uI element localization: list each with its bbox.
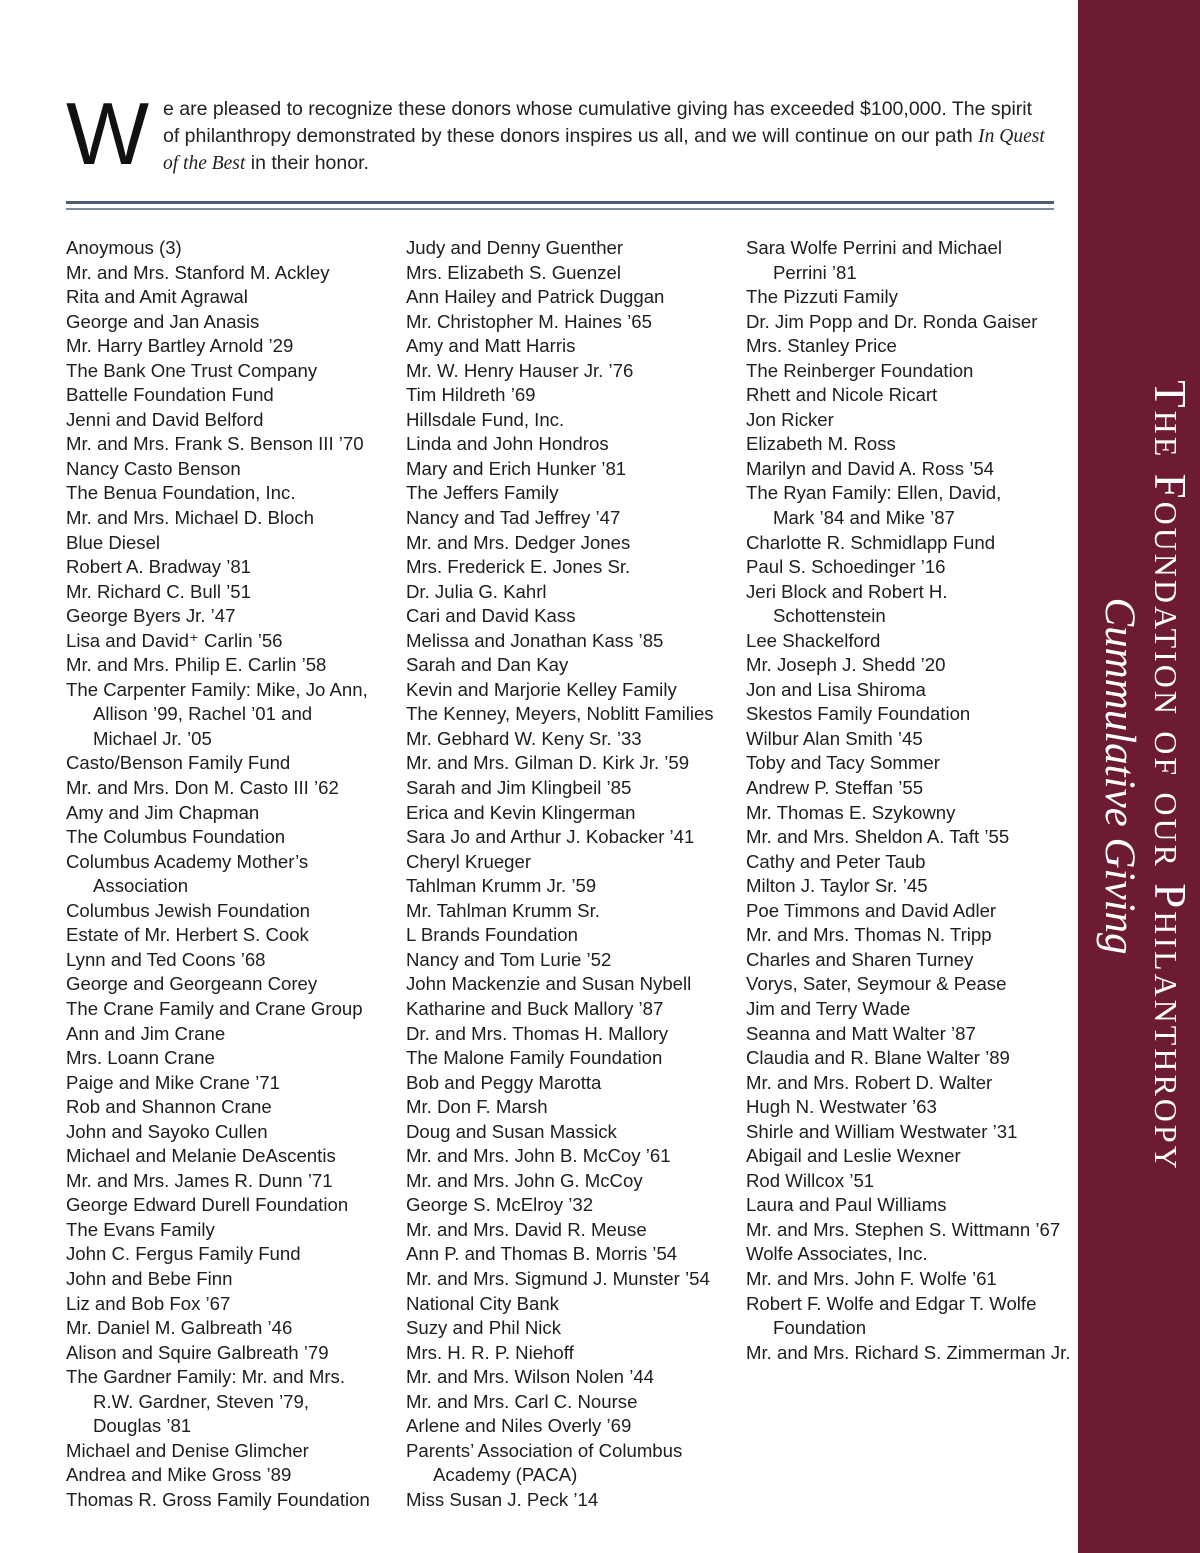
- intro-paragraph: [66, 84, 1046, 183]
- donor-entry: The Ryan Family: Ellen, David, Mark ’84 and Mike ’87: [746, 482, 1002, 529]
- donor-entry: Mr. and Mrs. Stephen S. Wittmann ’67: [746, 1218, 1061, 1240]
- donor-entry: John and Sayoko Cullen: [66, 1120, 268, 1142]
- donor-entry: Bob and Peggy Marotta: [406, 1071, 602, 1093]
- donor-entry: Andrew P. Steffan ’55: [746, 777, 924, 799]
- donor-column-2: [406, 236, 736, 1512]
- sidebar-titles: [1078, 126, 1200, 1426]
- donor-entry: Nancy and Tom Lurie ’52: [406, 948, 612, 970]
- donor-entry: John Mackenzie and Susan Nybell: [406, 973, 692, 995]
- donor-entry: Mr. Daniel M. Galbreath ’46: [66, 1317, 293, 1339]
- donor-entry: Kevin and Marjorie Kelley Family: [406, 678, 677, 700]
- donor-entry: Sarah and Jim Klingbeil ’85: [406, 777, 632, 799]
- donor-entry: Mr. and Mrs. Carl C. Nourse: [406, 1390, 638, 1412]
- donor-entry: Lee Shackelford: [746, 629, 881, 651]
- donor-entry: Tahlman Krumm Jr. ’59: [406, 875, 597, 897]
- donor-entry: Mr. and Mrs. Thomas N. Tripp: [746, 924, 992, 946]
- donor-entry: Mr. Richard C. Bull ’51: [66, 580, 251, 602]
- sidebar-title: The Foundation of our Philanthropy: [1145, 380, 1195, 1172]
- donor-entry: Mr. W. Henry Hauser Jr. ’76: [406, 359, 634, 381]
- donor-entry: Amy and Matt Harris: [406, 335, 576, 357]
- intro-text-start: e are pleased to recognize these donors whose cumulative giving has exceeded $100,000. The spirit of philanthropy demonstrated by these donors inspires us all, and we will continue on our path: [163, 98, 1033, 147]
- donor-entry: Battelle Foundation Fund: [66, 384, 274, 406]
- donor-entry: The Pizzuti Family: [746, 286, 898, 308]
- divider-rule-bottom: [66, 208, 1054, 210]
- donor-entry: Mr. and Mrs. John F. Wolfe ’61: [746, 1267, 997, 1289]
- donor-entry: Cheryl Krueger: [406, 850, 532, 872]
- donor-entry: Hillsdale Fund, Inc.: [406, 408, 565, 430]
- donor-entry: The Reinberger Foundation: [746, 359, 974, 381]
- donor-entry: The Carpenter Family: Mike, Jo Ann, Allison ’99, Rachel ’01 and Michael Jr. ’05: [66, 678, 368, 749]
- donor-entry: Mr. Gebhard W. Keny Sr. ’33: [406, 727, 642, 749]
- donor-entry: Miss Susan J. Peck ’14: [406, 1488, 599, 1510]
- donor-entry: John C. Fergus Family Fund: [66, 1243, 301, 1265]
- donor-entry: The Kenney, Meyers, Noblitt Families: [406, 703, 714, 725]
- donor-entry: Suzy and Phil Nick: [406, 1317, 562, 1339]
- donor-entry: George Byers Jr. ’47: [66, 605, 236, 627]
- donor-entry: L Brands Foundation: [406, 924, 578, 946]
- donor-entry: Mr. and Mrs. Wilson Nolen ’44: [406, 1366, 655, 1388]
- intro-text-end: in their honor.: [245, 152, 369, 174]
- donor-entry: Alison and Squire Galbreath ’79: [66, 1341, 329, 1363]
- donor-entry: Dr. and Mrs. Thomas H. Mallory: [406, 1022, 669, 1044]
- donor-entry: Columbus Jewish Foundation: [66, 899, 310, 921]
- donor-entry: Mr. Joseph J. Shedd ’20: [746, 654, 946, 676]
- donor-entry: Wolfe Associates, Inc.: [746, 1243, 928, 1265]
- donor-entry: Ann P. and Thomas B. Morris ’54: [406, 1243, 678, 1265]
- donor-entry: Mr. and Mrs. Robert D. Walter: [746, 1071, 993, 1093]
- donor-entry: Mrs. H. R. P. Niehoff: [406, 1341, 574, 1363]
- donor-entry: Jon Ricker: [746, 408, 834, 430]
- donor-entry: Laura and Paul Williams: [746, 1194, 947, 1216]
- donor-entry: Mr. and Mrs. Sigmund J. Munster ’54: [406, 1267, 710, 1289]
- donor-entry: Skestos Family Foundation: [746, 703, 971, 725]
- donor-entry: Dr. Jim Popp and Dr. Ronda Gaiser: [746, 310, 1038, 332]
- donor-entry: Tim Hildreth ’69: [406, 384, 536, 406]
- donor-entry: Estate of Mr. Herbert S. Cook: [66, 924, 309, 946]
- donor-entry: Melissa and Jonathan Kass ’85: [406, 629, 664, 651]
- donor-entry: Michael and Denise Glimcher: [66, 1439, 309, 1461]
- donor-entry: Rod Willcox ’51: [746, 1169, 875, 1191]
- donor-entry: Mrs. Stanley Price: [746, 335, 897, 357]
- donor-entry: Nancy Casto Benson: [66, 457, 241, 479]
- donor-entry: Mr. and Mrs. Michael D. Bloch: [66, 507, 314, 529]
- intro-italic-phrase: In Quest of the Best: [163, 126, 1045, 174]
- donor-entry: Thomas R. Gross Family Foundation: [66, 1488, 370, 1510]
- donor-entry: Mrs. Elizabeth S. Guenzel: [406, 261, 621, 283]
- donor-entry: The Crane Family and Crane Group: [66, 997, 363, 1019]
- divider-rule-top: [66, 201, 1054, 204]
- donor-entry: The Columbus Foundation: [66, 826, 286, 848]
- donor-entry: Mr. and Mrs. Don M. Casto III ’62: [66, 777, 339, 799]
- donor-entry: Parents’ Association of Columbus Academy (PACA): [406, 1439, 683, 1486]
- donor-entry: Abigail and Leslie Wexner: [746, 1145, 961, 1167]
- donor-entry: Elizabeth M. Ross: [746, 433, 896, 455]
- donor-entry: The Jeffers Family: [406, 482, 559, 504]
- sidebar-subtitle: Cummulative Giving: [1096, 597, 1143, 955]
- donor-entry: Mary and Erich Hunker ’81: [406, 457, 627, 479]
- donor-entry: Shirle and William Westwater ’31: [746, 1120, 1018, 1142]
- donor-entry: Columbus Academy Mother’s Association: [66, 850, 309, 897]
- donor-entry: Rita and Amit Agrawal: [66, 286, 248, 308]
- donor-entry: Blue Diesel: [66, 531, 161, 553]
- donor-entry: Judy and Denny Guenther: [406, 237, 624, 258]
- donor-entry: Poe Timmons and David Adler: [746, 899, 997, 921]
- donor-entry: Dr. Julia G. Kahrl: [406, 580, 547, 602]
- donor-entry: Robert F. Wolfe and Edgar T. Wolfe Foundation: [746, 1292, 1037, 1339]
- donor-entry: Mr. and Mrs. John B. McCoy ’61: [406, 1145, 671, 1167]
- donor-entry: Mr. Thomas E. Szykowny: [746, 801, 956, 823]
- donor-entry: Cathy and Peter Taub: [746, 850, 926, 872]
- donor-entry: Charlotte R. Schmidlapp Fund: [746, 531, 996, 553]
- donor-entry: Mr. and Mrs. Philip E. Carlin ’58: [66, 654, 327, 676]
- donor-entry: Robert A. Bradway ’81: [66, 556, 252, 578]
- donor-entry: John and Bebe Finn: [66, 1267, 233, 1289]
- donor-entry: Sara Wolfe Perrini and Michael Perrini ’81: [746, 237, 1002, 283]
- donor-entry: Rhett and Nicole Ricart: [746, 384, 938, 406]
- donor-entry: The Benua Foundation, Inc.: [66, 482, 296, 504]
- donor-entry: Casto/Benson Family Fund: [66, 752, 291, 774]
- donor-entry: Jenni and David Belford: [66, 408, 264, 430]
- donor-entry: Cari and David Kass: [406, 605, 576, 627]
- donor-entry: Mr. Harry Bartley Arnold ’29: [66, 335, 294, 357]
- donor-entry: Hugh N. Westwater ’63: [746, 1096, 937, 1118]
- donor-entry: Mr. and Mrs. James R. Dunn ’71: [66, 1169, 333, 1191]
- donor-entry: Amy and Jim Chapman: [66, 801, 260, 823]
- donor-entry: Marilyn and David A. Ross ’54: [746, 457, 995, 479]
- donor-column-3: [746, 236, 1076, 1365]
- donor-entry: Doug and Susan Massick: [406, 1120, 617, 1142]
- donor-entry: Mr. and Mrs. Dedger Jones: [406, 531, 631, 553]
- donor-entry: Mr. Don F. Marsh: [406, 1096, 548, 1118]
- donor-entry: Jim and Terry Wade: [746, 997, 911, 1019]
- donor-entry: Ann Hailey and Patrick Duggan: [406, 286, 665, 308]
- donor-entry: George Edward Durell Foundation: [66, 1194, 349, 1216]
- drop-cap: W: [66, 84, 150, 183]
- donor-entry: Mr. and Mrs. Sheldon A. Taft ’55: [746, 826, 1010, 848]
- donor-entry: Wilbur Alan Smith ’45: [746, 727, 923, 749]
- donor-entry: Mr. and Mrs. Frank S. Benson III ’70: [66, 433, 364, 455]
- donor-entry: Sarah and Dan Kay: [406, 654, 569, 676]
- donor-entry: Jeri Block and Robert H. Schottenstein: [746, 580, 948, 627]
- donor-entry: Paul S. Schoedinger ’16: [746, 556, 946, 578]
- donor-entry: Vorys, Sater, Seymour & Pease: [746, 973, 1007, 995]
- donor-entry: National City Bank: [406, 1292, 559, 1314]
- donor-entry: Nancy and Tad Jeffrey ’47: [406, 507, 621, 529]
- donor-entry: Linda and John Hondros: [406, 433, 609, 455]
- donor-entry: Ann and Jim Crane: [66, 1022, 226, 1044]
- donor-entry: Erica and Kevin Klingerman: [406, 801, 636, 823]
- donor-entry: Claudia and R. Blane Walter ’89: [746, 1047, 1010, 1069]
- donor-entry: Jon and Lisa Shiroma: [746, 678, 926, 700]
- donor-entry: Paige and Mike Crane ’71: [66, 1071, 280, 1093]
- donor-entry: George and Jan Anasis: [66, 310, 260, 332]
- donor-entry: Andrea and Mike Gross ’89: [66, 1464, 292, 1486]
- donor-entry: Anoymous (3): [66, 237, 182, 258]
- donor-entry: The Malone Family Foundation: [406, 1047, 663, 1069]
- intro-text: [163, 96, 1053, 177]
- donor-entry: Arlene and Niles Overly ’69: [406, 1415, 632, 1437]
- donor-entry: Mr. and Mrs. David R. Meuse: [406, 1218, 647, 1240]
- donor-entry: Michael and Melanie DeAscentis: [66, 1145, 336, 1167]
- donor-entry: George and Georgeann Corey: [66, 973, 318, 995]
- donor-entry: Seanna and Matt Walter ’87: [746, 1022, 976, 1044]
- donor-column-1: [66, 236, 396, 1512]
- donor-entry: The Bank One Trust Company: [66, 359, 318, 381]
- donor-entry: Lynn and Ted Coons ’68: [66, 948, 266, 970]
- donor-entry: George S. McElroy ’32: [406, 1194, 594, 1216]
- donor-entry: Mr. and Mrs. John G. McCoy: [406, 1169, 643, 1191]
- donor-entry: Katharine and Buck Mallory ’87: [406, 997, 664, 1019]
- donor-entry: The Evans Family: [66, 1218, 215, 1240]
- donor-entry: Sara Jo and Arthur J. Kobacker ’41: [406, 826, 695, 848]
- donor-entry: Mr. Christopher M. Haines ’65: [406, 310, 652, 332]
- donor-entry: Mr. and Mrs. Stanford M. Ackley: [66, 261, 330, 283]
- donor-entry: Mr. and Mrs. Gilman D. Kirk Jr. ’59: [406, 752, 690, 774]
- donor-entry: Mr. Tahlman Krumm Sr.: [406, 899, 600, 921]
- donor-entry: Rob and Shannon Crane: [66, 1096, 272, 1118]
- donor-entry: Mrs. Frederick E. Jones Sr.: [406, 556, 631, 578]
- donor-entry: Toby and Tacy Sommer: [746, 752, 940, 774]
- donor-entry: Charles and Sharen Turney: [746, 948, 974, 970]
- donor-entry: The Gardner Family: Mr. and Mrs. R.W. Gardner, Steven ’79, Douglas ’81: [66, 1366, 345, 1437]
- donor-entry: Mr. and Mrs. Richard S. Zimmerman Jr.: [746, 1341, 1071, 1363]
- donor-entry: Milton J. Taylor Sr. ’45: [746, 875, 928, 897]
- donor-entry: Liz and Bob Fox ’67: [66, 1292, 231, 1314]
- donor-entry: Lisa and David⁺ Carlin ’56: [66, 629, 283, 651]
- donor-entry: Mrs. Loann Crane: [66, 1047, 215, 1069]
